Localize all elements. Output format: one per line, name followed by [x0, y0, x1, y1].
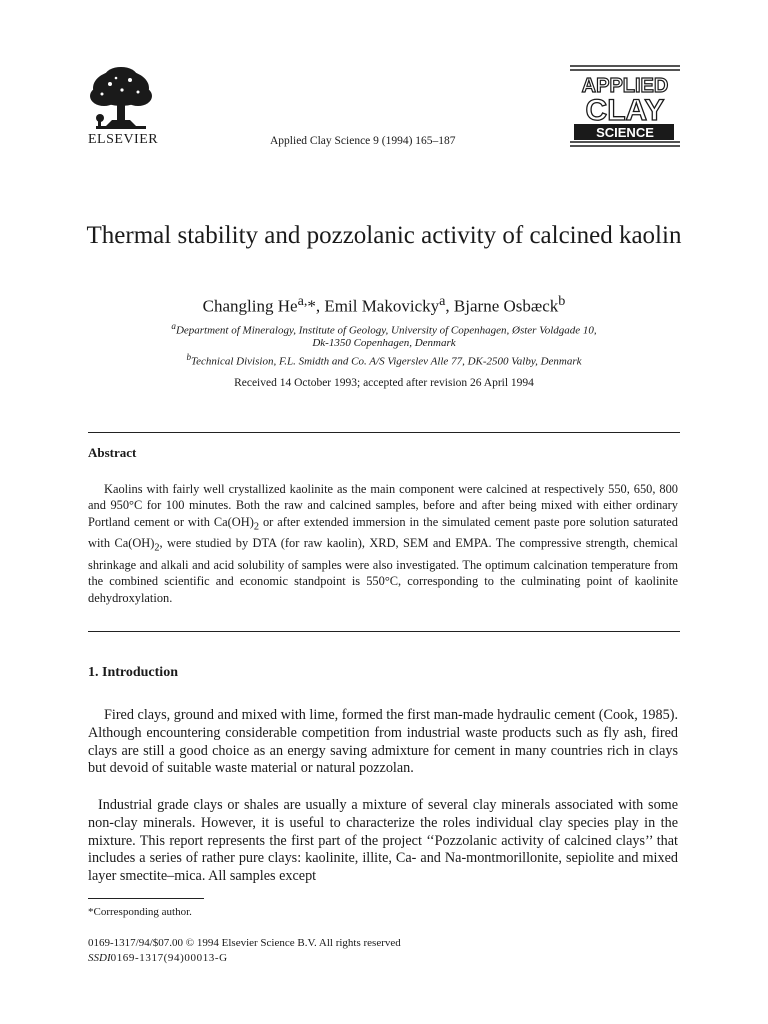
ssdi-label: SSDI	[88, 952, 111, 964]
copyright-line: 0169-1317/94/$07.00 © 1994 Elsevier Science B.V. All rights reserved	[88, 937, 401, 949]
affiliation-a: $^a$Department of Mineralogy, Institute of Geology, University of Copenhagen, Øster Voldgade 10,	[171, 321, 597, 337]
elsevier-tree-logo	[86, 66, 156, 134]
article-title: Thermal stability and pozzolanic activity of calcined kaolin	[86, 222, 682, 249]
intro-paragraph-2: Industrial grade clays or shales are usually a mixture of several clay minerals associated with some non-clay minerals. However, it is useful to characterize the roles individual clay species play in the mixture. This report represents the first part of the project ‘‘Pozzolanic activity of calcined clays’’ that includes a series of rather pure clays: kaolinite, illite, Ca- and Na-montmorillonite, sepiolite and mixed layer smectite–mica. All samples except	[88, 797, 678, 885]
section-heading-introduction: 1. Introduction	[88, 665, 178, 680]
footnote-rule	[88, 898, 204, 899]
ssdi-line	[88, 952, 228, 964]
publisher-name: ELSEVIER	[88, 132, 159, 147]
footnote-corresponding-author: *Corresponding author.	[88, 906, 192, 918]
abstract-top-rule	[88, 432, 680, 433]
abstract-heading: Abstract	[88, 445, 137, 460]
journal-logo-line-3: SCIENCE	[596, 125, 654, 140]
journal-logo	[570, 64, 680, 148]
journal-logo-line-1: APPLIED	[581, 75, 669, 97]
journal-logo-line-2: CLAY	[585, 94, 665, 127]
abstract-bottom-rule	[88, 631, 680, 632]
author-list: Changling $He^{a,}*$, Emil Makovicky$^a$, Bjarne Osbæck$^b$	[202, 293, 566, 316]
journal-citation: Applied Clay Science 9 (1994) 165–187	[270, 135, 456, 147]
received-dates: Received 14 October 1993; accepted after revision 26 April 1994	[234, 377, 534, 389]
ssdi-value: 0169-1317(94)00013-G	[110, 952, 228, 964]
affiliation-a-city: Dk-1350 Copenhagen, Denmark	[312, 337, 456, 349]
intro-paragraph-1: Fired clays, ground and mixed with lime, formed the first man-made hydraulic cement (Cook, 1985). Although encountering considerable competition from industrial waste products such as fly ash, fired clays are still a good choice as an energy saving admixture for cement in many countries rich in clays but devoid of suitable waste material or natural pozzolan.	[88, 707, 678, 777]
affiliation-b: $^b$Technical Division, F.L. Smidth and Co. A/S Vigerslev Alle 77, DK-2500 Valby, Denmark	[186, 352, 582, 368]
abstract-text: Kaolins with fairly well crystallized kaolinite as the main component were calcined at respectively 550, 650, 800 and 950°C for 100 minutes. Both the raw and calcined samples, before and after being mixed with either ordinary Portland cement or with $Ca(OH)_2$ or after extended immersion in the simulated cement paste pore solution saturated with $Ca(OH)_2$, were studied by DTA (for raw kaolin), XRD, SEM and EMPA. The compressive strength, chemical shrinkage and alkali and acid solubility of samples were also investigated. The optimum calcination temperature from the combined scientific and economic standpoint is 550°C, corresponding to the culminating point of kaolinite dehydroxylation.	[88, 482, 678, 605]
